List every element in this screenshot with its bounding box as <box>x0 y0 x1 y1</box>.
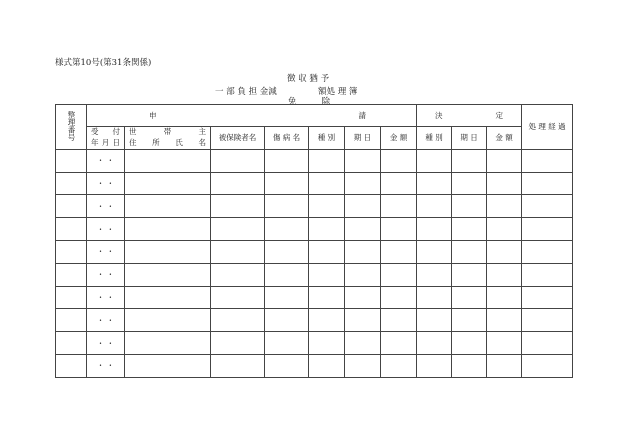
ledger-cell[interactable] <box>381 218 417 241</box>
header-kijitsu-kettei: 期 日 <box>452 127 487 150</box>
ledger-cell[interactable] <box>522 263 573 286</box>
header-kettei-left: 決 <box>435 111 443 120</box>
ledger-cell[interactable] <box>417 332 452 355</box>
ledger-cell[interactable] <box>125 286 211 309</box>
ledger-cell[interactable] <box>522 149 573 172</box>
ledger-cell[interactable] <box>211 240 265 263</box>
ledger-cell[interactable] <box>522 240 573 263</box>
ledger-cell[interactable] <box>56 309 87 332</box>
ledger-cell[interactable] <box>345 263 381 286</box>
ledger-row <box>56 172 573 195</box>
ledger-row <box>56 149 573 172</box>
ledger-table <box>55 104 573 378</box>
ledger-cell[interactable] <box>211 354 265 377</box>
ledger-row <box>56 218 573 241</box>
header-shubetsu-shinsei: 種 別 <box>309 127 345 150</box>
form-number: 様式第10号(第31条関係) <box>55 58 152 68</box>
ledger-row <box>56 240 573 263</box>
ledger-cell[interactable] <box>417 218 452 241</box>
ledger-cell[interactable] <box>345 195 381 218</box>
title-line-2-suffix: 額処 理 簿 <box>318 87 358 97</box>
ledger-cell[interactable] <box>211 149 265 172</box>
ledger-cell[interactable] <box>381 332 417 355</box>
ledger-cell[interactable] <box>125 218 211 241</box>
ledger-cell[interactable] <box>56 263 87 286</box>
ledger-cell[interactable] <box>265 195 309 218</box>
header-kijitsu-shinsei: 期 日 <box>345 127 381 150</box>
ledger-cell[interactable] <box>309 195 345 218</box>
ledger-cell[interactable] <box>452 195 487 218</box>
ledger-cell[interactable] <box>125 263 211 286</box>
ledger-cell[interactable] <box>211 286 265 309</box>
ledger-cell[interactable] <box>211 218 265 241</box>
header-shori-keika: 処 理 経 過 <box>522 105 573 150</box>
ledger-row <box>56 286 573 309</box>
ledger-cell[interactable] <box>487 354 522 377</box>
ledger-cell[interactable] <box>487 309 522 332</box>
header-kettei-right: 定 <box>495 111 504 120</box>
ledger-cell[interactable] <box>125 149 211 172</box>
ledger-cell[interactable] <box>56 332 87 355</box>
ledger-cell[interactable] <box>125 354 211 377</box>
ledger-cell[interactable] <box>345 218 381 241</box>
header-hihokensha: 被保険者名 <box>211 127 265 150</box>
cell-uketsuke-date[interactable]: ・ ・ <box>87 332 125 355</box>
ledger-cell[interactable] <box>381 354 417 377</box>
title-line-2-prefix: 一 部 負 担 金減 <box>215 87 277 97</box>
title-line-1: 徴 収 猶 予 <box>287 74 330 84</box>
ledger-cell[interactable] <box>211 195 265 218</box>
ledger-cell[interactable] <box>452 263 487 286</box>
ledger-cell[interactable] <box>125 240 211 263</box>
ledger-cell[interactable] <box>309 354 345 377</box>
ledger-cell[interactable] <box>522 354 573 377</box>
ledger-cell[interactable] <box>522 218 573 241</box>
ledger-cell[interactable] <box>452 218 487 241</box>
ledger-cell[interactable] <box>309 309 345 332</box>
ledger-cell[interactable] <box>452 172 487 195</box>
ledger-cell[interactable] <box>211 172 265 195</box>
ledger-cell[interactable] <box>381 286 417 309</box>
ledger-cell[interactable] <box>417 309 452 332</box>
ledger-cell[interactable] <box>309 240 345 263</box>
ledger-cell[interactable] <box>487 149 522 172</box>
ledger-cell[interactable] <box>345 149 381 172</box>
ledger-cell[interactable] <box>487 172 522 195</box>
ledger-cell[interactable] <box>265 172 309 195</box>
ledger-cell[interactable] <box>125 172 211 195</box>
header-shinsei-left: 申 <box>149 111 157 120</box>
ledger-cell[interactable] <box>125 195 211 218</box>
ledger-cell[interactable] <box>265 354 309 377</box>
ledger-cell[interactable] <box>56 195 87 218</box>
ledger-cell[interactable] <box>345 332 381 355</box>
ledger-row <box>56 195 573 218</box>
header-row-1 <box>56 105 573 127</box>
ledger-cell[interactable] <box>452 354 487 377</box>
ledger-cell[interactable] <box>522 332 573 355</box>
ledger-cell[interactable] <box>417 263 452 286</box>
cell-uketsuke-date[interactable]: ・ ・ <box>87 172 125 195</box>
header-uketsuke: 受 付 年 月 日 <box>87 127 125 150</box>
ledger-row <box>56 354 573 377</box>
ledger-cell[interactable] <box>487 286 522 309</box>
cell-uketsuke-date[interactable]: ・ ・ <box>87 286 125 309</box>
ledger-cell[interactable] <box>522 286 573 309</box>
ledger-cell[interactable] <box>345 172 381 195</box>
cell-uketsuke-date[interactable]: ・ ・ <box>87 149 125 172</box>
header-shinsei-right: 請 <box>358 111 367 120</box>
ledger-cell[interactable] <box>265 286 309 309</box>
ledger-cell[interactable] <box>125 332 211 355</box>
header-kettei-group <box>417 105 522 127</box>
ledger-cell[interactable] <box>56 354 87 377</box>
ledger-cell[interactable] <box>487 332 522 355</box>
ledger-cell[interactable] <box>417 354 452 377</box>
ledger-cell[interactable] <box>265 240 309 263</box>
ledger-cell[interactable] <box>309 263 345 286</box>
ledger-cell[interactable] <box>417 172 452 195</box>
header-setainushi: 世 帯 主 住 所 氏 名 <box>125 127 211 150</box>
ledger-cell[interactable] <box>417 149 452 172</box>
ledger-cell[interactable] <box>417 195 452 218</box>
header-shubetsu-kettei: 種 別 <box>417 127 452 150</box>
ledger-cell[interactable] <box>309 149 345 172</box>
ledger-row <box>56 263 573 286</box>
header-row-2 <box>56 127 573 150</box>
cell-uketsuke-date[interactable]: ・ ・ <box>87 354 125 377</box>
header-kingaku-kettei: 金 額 <box>487 127 522 150</box>
ledger-cell[interactable] <box>56 172 87 195</box>
ledger-cell[interactable] <box>56 286 87 309</box>
ledger-cell[interactable] <box>381 149 417 172</box>
ledger-cell[interactable] <box>345 286 381 309</box>
ledger-cell[interactable] <box>345 309 381 332</box>
ledger-cell[interactable] <box>265 149 309 172</box>
ledger-cell[interactable] <box>417 240 452 263</box>
ledger-cell[interactable] <box>309 286 345 309</box>
header-seiri-bango: 整理番号 <box>56 105 87 150</box>
ledger-cell[interactable] <box>381 263 417 286</box>
ledger-cell[interactable] <box>522 195 573 218</box>
ledger-cell[interactable] <box>211 263 265 286</box>
ledger-cell[interactable] <box>522 309 573 332</box>
cell-uketsuke-date[interactable]: ・ ・ <box>87 195 125 218</box>
cell-uketsuke-date[interactable]: ・ ・ <box>87 263 125 286</box>
ledger-cell[interactable] <box>522 172 573 195</box>
header-shobyo: 傷 病 名 <box>265 127 309 150</box>
ledger-cell[interactable] <box>56 149 87 172</box>
cell-uketsuke-date[interactable]: ・ ・ <box>87 309 125 332</box>
ledger-cell[interactable] <box>381 240 417 263</box>
ledger-row <box>56 309 573 332</box>
ledger-row <box>56 332 573 355</box>
ledger-cell[interactable] <box>265 263 309 286</box>
title-line-3: 免 除 <box>288 97 331 107</box>
ledger-cell[interactable] <box>345 240 381 263</box>
ledger-body <box>56 149 573 377</box>
cell-uketsuke-date[interactable]: ・ ・ <box>87 240 125 263</box>
header-kingaku-shinsei: 金 額 <box>381 127 417 150</box>
ledger-cell[interactable] <box>125 309 211 332</box>
ledger-cell[interactable] <box>56 240 87 263</box>
ledger-cell[interactable] <box>452 240 487 263</box>
ledger-cell[interactable] <box>309 332 345 355</box>
ledger-cell[interactable] <box>487 240 522 263</box>
ledger-cell[interactable] <box>381 309 417 332</box>
ledger-cell[interactable] <box>381 172 417 195</box>
ledger-cell[interactable] <box>211 309 265 332</box>
ledger-cell[interactable] <box>487 195 522 218</box>
ledger-cell[interactable] <box>265 309 309 332</box>
ledger-cell[interactable] <box>211 332 265 355</box>
ledger-cell[interactable] <box>345 354 381 377</box>
ledger-cell[interactable] <box>452 309 487 332</box>
header-shinsei-group <box>87 105 417 127</box>
ledger-cell[interactable] <box>487 263 522 286</box>
ledger-cell[interactable] <box>309 218 345 241</box>
ledger-cell[interactable] <box>452 332 487 355</box>
ledger-cell[interactable] <box>56 218 87 241</box>
ledger-cell[interactable] <box>417 286 452 309</box>
cell-uketsuke-date[interactable]: ・ ・ <box>87 218 125 241</box>
ledger-cell[interactable] <box>381 195 417 218</box>
ledger-cell[interactable] <box>265 218 309 241</box>
ledger-cell[interactable] <box>487 218 522 241</box>
ledger-cell[interactable] <box>452 286 487 309</box>
ledger-cell[interactable] <box>309 172 345 195</box>
ledger-cell[interactable] <box>265 332 309 355</box>
ledger-cell[interactable] <box>452 149 487 172</box>
